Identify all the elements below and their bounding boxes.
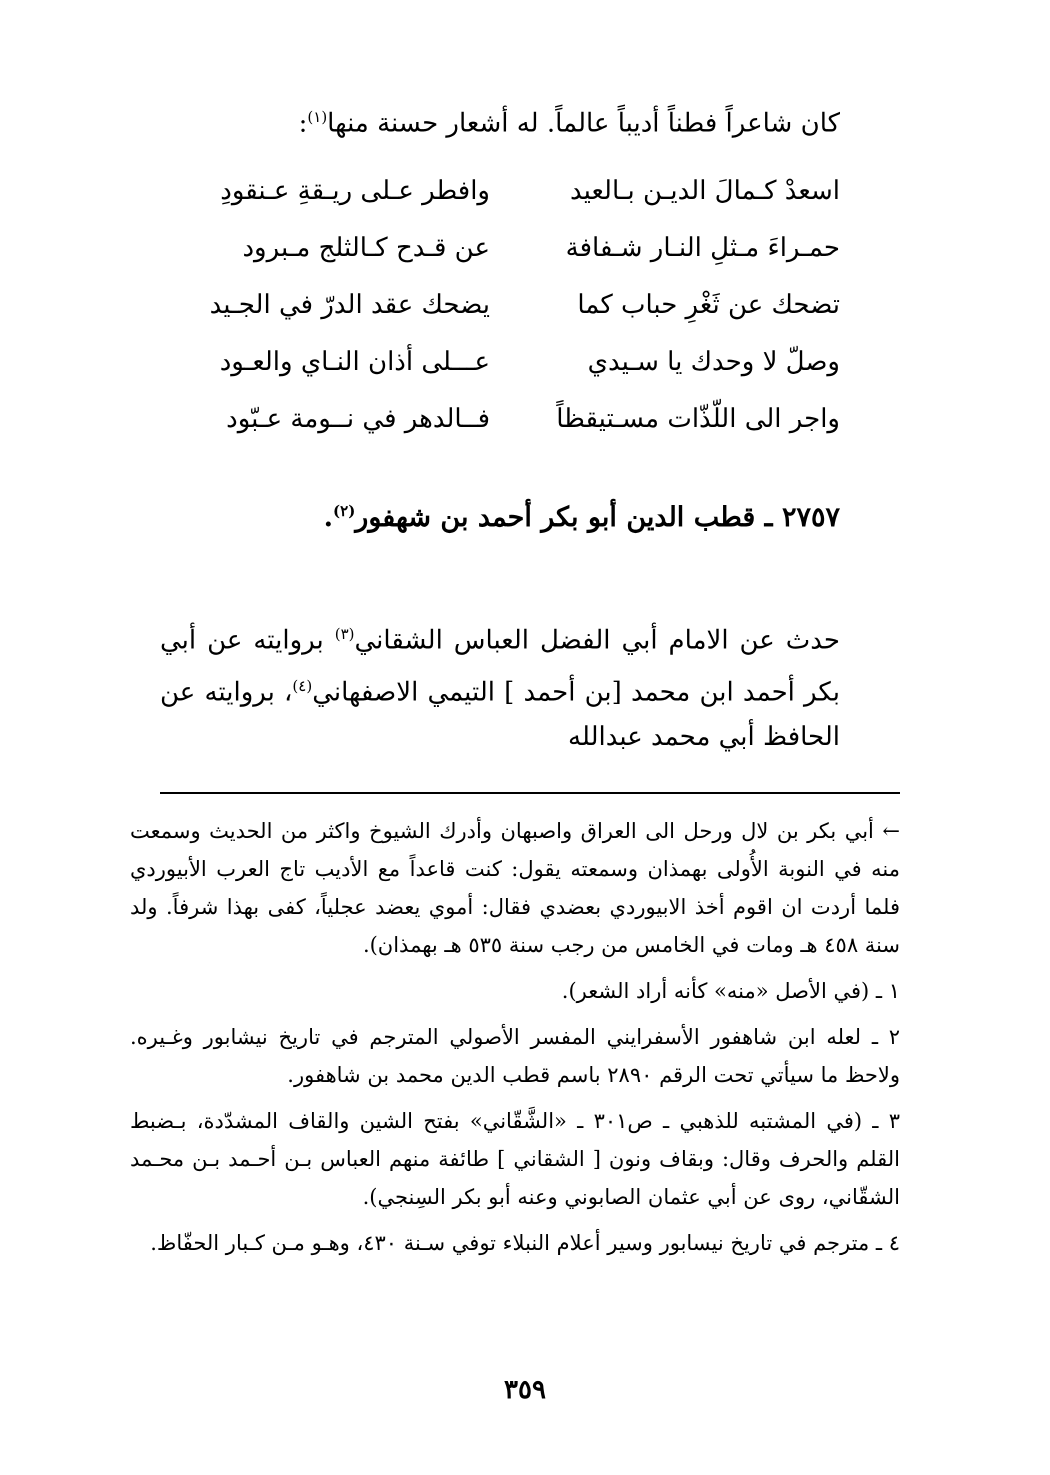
entry-title-period: . — [323, 502, 334, 533]
intro-text: كان شاعراً فطناً أديباً عالماً. له أشعار حسنة منها — [327, 108, 840, 139]
poem-verse — [190, 162, 840, 219]
intro-colon: : — [298, 108, 308, 139]
verse-first-hemistich: اسعدْ كـمالَ الديـن بـالعيد — [569, 175, 840, 206]
poem-verse — [190, 276, 840, 333]
body-part-2: بروايته عن أبي بكر أحمد ابن محمد [بن أحمد ] التيمي الاصفهاني — [160, 625, 840, 708]
verse-second-hemistich: فــالدهر في نــومة عـبّود — [226, 403, 490, 434]
footnote-2: ٢ ـ لعله ابن شاهفور الأسفرايني المفسر الأصولي المترجم في تاريخ نيشابور وغـيره. ولاحظ ما سيأتي تحت الرقم ٢٨٩٠ باسم قطب الدين محمد بن شاهفور. — [130, 1025, 900, 1087]
verse-second-hemistich: عـــلى أذان النـاي والعـود — [219, 346, 490, 377]
footnote-ref-2: (٢) — [333, 502, 356, 520]
verse-first-hemistich: وصلّ لا وحدك يا سـيدي — [587, 346, 840, 377]
footnote-continuation: ← أبي بكر بن لال ورحل الى العراق واصبهان وأدرك الشيوخ واكثر من الحديث وسمعت منه في النوبة الأُولى بهمذان وسمعته يقول: كنت قاعداً مع الأديب تاج العرب الأبيوردي فلما أردت ان اقوم أخذ الابيوردي بعضدي فقال: أموي يعضد عجلياً، كفى بهذا شرفاً. ولد سنة ٤٥٨ هـ ومات في الخامس من رجب سنة ٥٣٥ هـ بهمذان). — [130, 819, 900, 957]
poem-verse — [190, 219, 840, 276]
body-part-1: حدث عن الامام أبي الفضل العباس الشقاني — [354, 625, 840, 656]
footnote-3: ٣ ـ (في المشتبه للذهبي ـ ص٣٠١ ـ «الشَّقّاني» بفتح الشين والقاف المشدّدة، بـضبط القلم والحرف وقال: وبقاف ونون [ الشقاني ] طائفة منهم العباس بـن أحـمد بـن محـمد الشقّاني، روى عن أبي عثمان الصابوني وعنه أبو بكر السِنجي). — [130, 1109, 901, 1209]
poem — [190, 162, 840, 447]
poem-verse — [190, 390, 840, 447]
entry-heading — [160, 502, 840, 533]
poem-verse — [190, 333, 840, 390]
footnote-1: ١ ـ (في الأصل «منه» كأنه أراد الشعر). — [561, 979, 900, 1003]
footnote-ref-1: (١) — [307, 108, 328, 126]
page-number: ٣٥٩ — [504, 1375, 546, 1405]
footnote-ref-4: (٤) — [292, 676, 313, 695]
verse-first-hemistich: واجر الى اللّذّات مسـتيقظاً — [556, 403, 840, 434]
verse-second-hemistich: يضحك عقد الدرّ في الجـيد — [209, 289, 490, 320]
verse-second-hemistich: وافطر عـلى ريـقةِ عـنقودِ — [220, 175, 490, 206]
body-part-3: ، بروايته عن الحافظ أبي محمد عبدالله — [160, 677, 840, 753]
entry-title-text: ٢٧٥٧ ـ قطب الدين أبو بكر أحمد بن شهفور — [355, 502, 840, 533]
verse-second-hemistich: عن قـدح كـالثلج مـبرود — [242, 232, 490, 263]
intro-line — [160, 108, 840, 139]
footnote-4: ٤ ـ مترجم في تاريخ نيسابور وسير أعلام النبلاء توفي سـنة ٤٣٠، وهـو مـن كـبار الحفّاظ. — [150, 1231, 900, 1255]
footnote-ref-3: (٣) — [334, 625, 355, 643]
footnote-divider — [160, 792, 900, 794]
footnotes — [130, 812, 900, 1270]
verse-first-hemistich: تضحك عن ثَغْرِ حباب كما — [577, 289, 840, 320]
entry-body — [160, 612, 840, 760]
verse-first-hemistich: حمـراءَ مـثلِ النـار شـفافة — [565, 232, 840, 263]
